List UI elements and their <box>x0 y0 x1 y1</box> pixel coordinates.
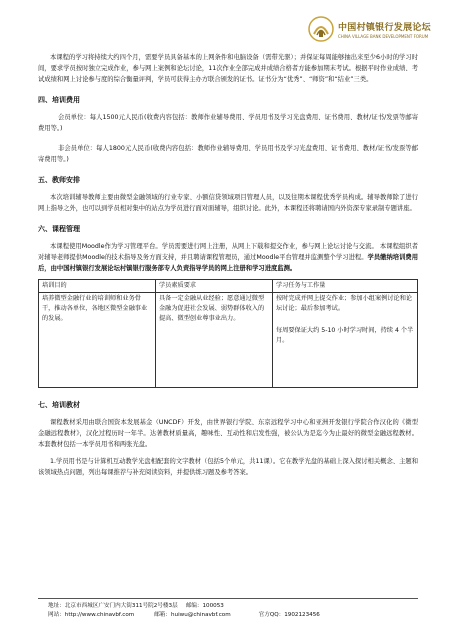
table-cell-purpose: 培养微型金融行业的培训师和业务骨干，推动各单位，各地区微型金融事业的发展。 <box>39 293 156 388</box>
footer-qq: 官方QQ：1902123456 <box>258 612 320 618</box>
section-4-heading: 四、培训费用 <box>38 96 80 104</box>
table-cell-requirements: 具备一定金融从业经验；愿意通过微型金融为促进社会发展、弱势群体收入的提高、微型创业尊事业出力。 <box>156 293 273 388</box>
footer-postcode: 邮编：100053 <box>185 603 224 609</box>
management-text: 本课程使用Moodle作为学习管理平台。学员需要进行网上注册，从网上下载和提交作业，参与网上论坛讨论与交流。 本课程组织者对辅导老师提供Moodle的技术指导及务方面支持，并且聘请课程管理员，通过Moodle平台管理并监测整个学习进程。 <box>38 243 418 261</box>
teacher-paragraph: 本次培训辅导教师主要由微型金融领域的行业专家、小额信贷领域项目管理人员，以及往期本课程优秀学员构成。辅导教师除了进行网上指导之外，也可以到学员相对集中的站点为学员进行面对面辅导，组织讨论。此外，本课程还将聘请国内外资深专家录制专题讲座。 <box>38 194 418 212</box>
table-row <box>39 293 418 388</box>
logo-title-en: CHINA VILLAGE BANK DEVELOPMENT FORUM <box>337 33 429 39</box>
table-header-cell: 培训目的 <box>39 280 156 293</box>
member-fee-text: 会员单位：每人1500元人民币(收费内容包括：教师作业辅导费用、学员用书及学习光盘费用、证书费用、教材/证书/发票等邮寄费用等。) <box>38 114 418 132</box>
forum-emblem-icon <box>308 16 334 42</box>
table-cell-workload <box>273 293 418 388</box>
course-info-table <box>38 279 418 388</box>
intro-paragraph: 本课程的学习将持续大约四个月，需要学员具备基本的上网条件和电脑设备（需带光驱）；并保证每周能够抽出来至少6小时的学习时间，要求学员按时独立完成作业，参与网上案例和论坛讨论，11次作业全部完成并成绩合格者方能参加期末考试。根据平时作业成绩、考试成绩和网上讨论参与度的综合衡量评判，学员可获得主办方联合颁发的证书。证书分为“优秀”、“师资”和“结业”三类。 <box>38 54 418 83</box>
course-management-paragraph <box>38 241 418 274</box>
management-bold-text: 学员缴纳培训费用后，由中国村镇银行发展论坛村镇银行服务部专人负责指导学员的网上注册和学习进度监测。 <box>38 254 418 272</box>
section-7-heading: 七、培训教材 <box>38 401 80 409</box>
section-5-heading: 五、教师安排 <box>38 176 80 184</box>
section-6-heading: 六、课程管理 <box>38 225 80 233</box>
forum-logo <box>308 14 431 44</box>
workload-hours: 每周要保证大约 5-10 小时学习时间，持续 4 个半月。 <box>276 327 414 344</box>
nonmember-fee-text: 非会员单位：每人1800元人民币(收费内容包括：教师作业辅导费用、学员用书及学习光盘费用、证书费用、教材/证书/发票等邮寄费用等。) <box>38 145 418 163</box>
document-body <box>38 52 418 478</box>
footer-email[interactable]: 邮箱：huiwu@chinavbf.com <box>154 612 231 618</box>
footer-address: 地址：北京市西城区广安门内大街311号院2号楼3层 <box>48 603 178 609</box>
logo-title-cn: 中国村镇银行发展论坛 <box>337 22 431 33</box>
textbook-detail-paragraph: 1.学员用书是与计算机互动教学光盘相配套的文字教材（包括5个单元，共11课）。它在教学光盘的基础上深入探讨相关概念、主题和该领域热点问题，列出每课推荐与补充阅读资料，并提供练习题及参考答案。 <box>38 458 418 476</box>
footer-website[interactable]: 网站：http://www.chinavbf.com <box>48 612 135 618</box>
table-header-cell: 学习任务与工作量 <box>273 280 418 293</box>
footer-divider <box>38 598 418 599</box>
workload-tasks: 按时完成并网上提交作业；参加小组案例讨论和论坛讨论；最后参加考试。 <box>276 295 413 312</box>
table-header-row <box>39 280 418 293</box>
page-footer <box>48 602 428 620</box>
table-header-cell: 学员素质要求 <box>156 280 273 293</box>
textbook-paragraph: 课程教材采用由联合国资本发展基金（UNCDF）开发，由世界银行学院、东京远程学习中心和亚洲开发银行学院合作汉化的《微型金融远程教材》，汉化过程历时一年半。达著教材质量高，趣味性、互动性和启发性强，被公认为是迄今为止最好的微型金融远程教材。本套教材包括一本学员用书和两张光盘。 <box>38 419 418 448</box>
